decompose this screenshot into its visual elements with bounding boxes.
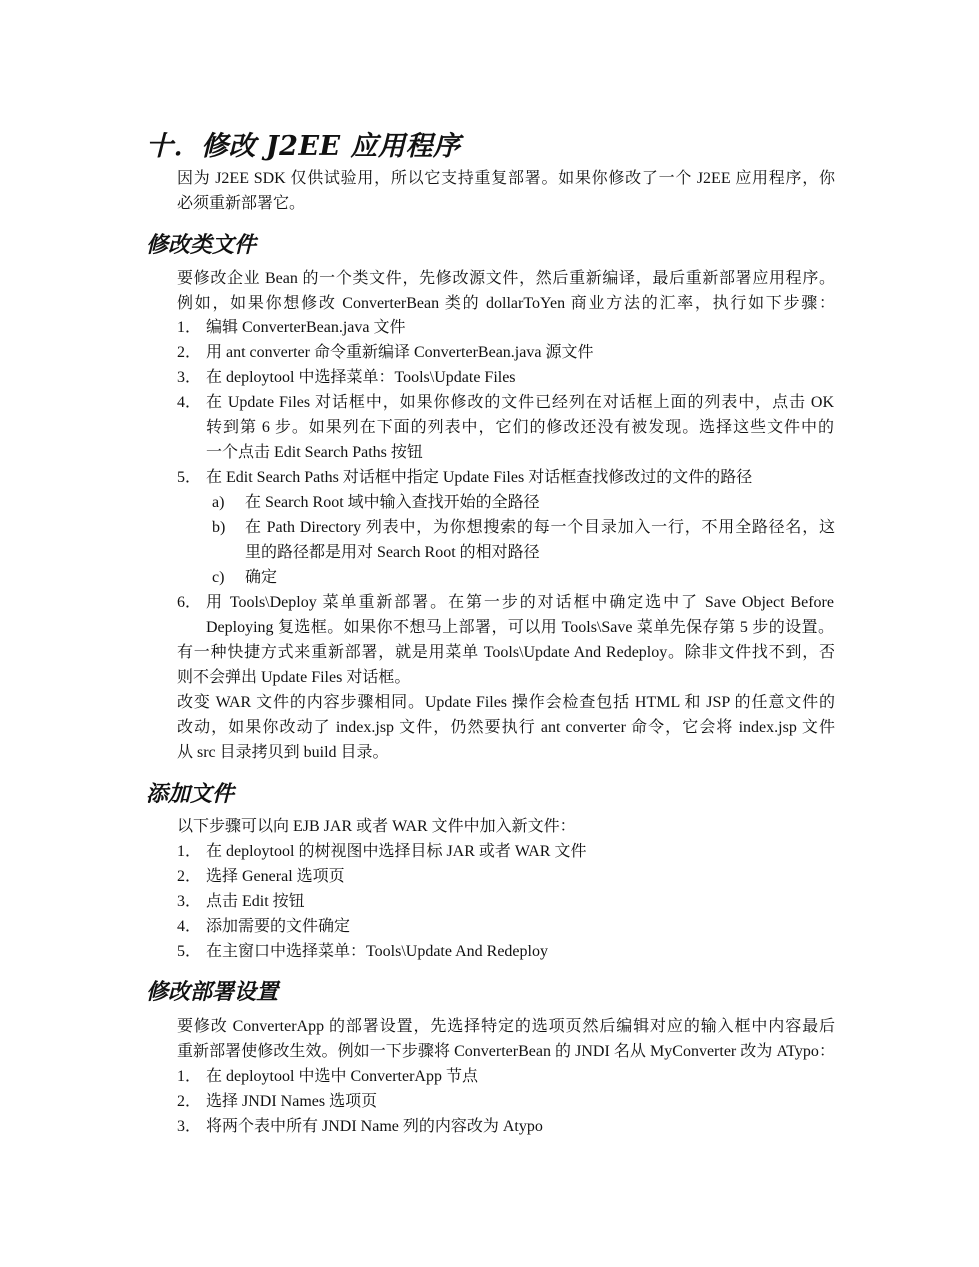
section3-intro-line-2: 重新部署使修改生效。例如一下步骤将 ConverterBean 的 JNDI 名从 MyConverter 改为 ATypo： (177, 1043, 835, 1060)
step-number: 2． (177, 1093, 202, 1110)
step-text: 在 deploytool 中选中 ConverterApp 节点 (206, 1068, 478, 1085)
step-text: 用 ant converter 命令重新编译 ConverterBean.java 源文件 (206, 344, 594, 361)
step-text: 用 Tools\Deploy 菜单重新部署。在第一步的对话框中确定选中了 Save Object Before (206, 594, 834, 611)
step-number: 4． (177, 394, 202, 411)
substep-text: 在 Search Root 域中输入查找开始的全路径 (245, 494, 540, 511)
step-text: 在 Edit Search Paths 对话框中指定 Update Files 对话框查找修改过的文件的路径 (206, 469, 753, 486)
substep-label: c) (212, 569, 225, 586)
step-number: 3． (177, 1118, 202, 1135)
step-text: 在 deploytool 中选择菜单：Tools\Update Files (206, 369, 516, 386)
step-number: 6． (177, 594, 202, 611)
step-text: 选择 General 选项页 (206, 868, 345, 885)
substep-text: 在 Path Directory 列表中，为你想搜索的每一个目录加入一行，不用全路径名，这 (245, 519, 835, 536)
step-number: 4． (177, 918, 202, 935)
intro-line-1: 因为 J2EE SDK 仅供试验用，所以它支持重复部署。如果你修改了一个 J2EE 应用程序，你 (177, 170, 835, 187)
section1-intro-line-1: 要修改企业 Bean 的一个类文件，先修改源文件，然后重新编译，最后重新部署应用程序。 (177, 270, 835, 287)
war-note-line-2: 改动，如果你改动了 index.jsp 文件，仍然要执行 ant converter 命令，它会将 index.jsp 文件 (177, 719, 835, 736)
step-text: 在主窗口中选择菜单：Tools\Update And Redeploy (206, 943, 548, 960)
intro-line-2: 必须重新部署它。 (177, 195, 306, 212)
step-text: 点击 Edit 按钮 (206, 893, 305, 910)
section-heading-add-files: 添加文件 (146, 781, 235, 807)
step-number: 3． (177, 369, 202, 386)
substep-text: 确定 (245, 569, 278, 586)
step-number: 5． (177, 943, 202, 960)
step-number: 1． (177, 843, 202, 860)
step-text: 在 deploytool 的树视图中选择目标 JAR 或者 WAR 文件 (206, 843, 587, 860)
war-note-line-1: 改变 WAR 文件的内容步骤相同。Update Files 操作会检查包括 HTML 和 JSP 的任意文件的 (177, 694, 835, 711)
step-text: Deploying 复选框。如果你不想马上部署，可以用 Tools\Save 菜单先保存第 5 步的设置。 (206, 619, 834, 636)
war-note-line-3: 从 src 目录拷贝到 build 目录。 (177, 744, 389, 761)
step-text: 编辑 ConverterBean.java 文件 (206, 319, 406, 336)
substep-label: b) (212, 519, 226, 536)
step-text: 将两个表中所有 JNDI Name 列的内容改为 Atypo (206, 1118, 543, 1135)
section-heading-modify-deployment-settings: 修改部署设置 (146, 979, 279, 1005)
step-text: 一个点击 Edit Search Paths 按钮 (206, 444, 423, 461)
step-number: 2． (177, 344, 202, 361)
step-text: 转到第 6 步。如果列在下面的列表中，它们的修改还没有被发现。选择这些文件中的 (206, 419, 834, 436)
shortcut-line-2: 则不会弹出 Update Files 对话框。 (177, 669, 411, 686)
step-number: 1． (177, 1068, 202, 1085)
substep-label: a) (212, 494, 225, 511)
step-number: 3． (177, 893, 202, 910)
step-text: 在 Update Files 对话框中，如果你修改的文件已经列在对话框上面的列表中，点击 OK (206, 394, 834, 411)
page-title: 十．修改 J2EE 应用程序 (146, 131, 461, 162)
step-text: 选择 JNDI Names 选项页 (206, 1093, 378, 1110)
step-number: 2． (177, 868, 202, 885)
shortcut-line-1: 有一种快捷方式来重新部署，就是用菜单 Tools\Update And Redeploy。除非文件找不到，否 (177, 644, 835, 661)
section2-intro: 以下步骤可以向 EJB JAR 或者 WAR 文件中加入新文件： (177, 818, 576, 835)
substep-text: 里的路径都是用对 Search Root 的相对路径 (245, 544, 540, 561)
step-text: 添加需要的文件确定 (206, 918, 351, 935)
step-number: 1． (177, 319, 202, 336)
section-heading-modify-class-files: 修改类文件 (146, 232, 257, 258)
step-number: 5． (177, 469, 202, 486)
section1-intro-line-2: 例如，如果你想修改 ConverterBean 类的 dollarToYen 商业方法的汇率，执行如下步骤： (177, 295, 835, 312)
section3-intro-line-1: 要修改 ConverterApp 的部署设置，先选择特定的选项页然后编辑对应的输入框中内容最后 (177, 1018, 835, 1035)
